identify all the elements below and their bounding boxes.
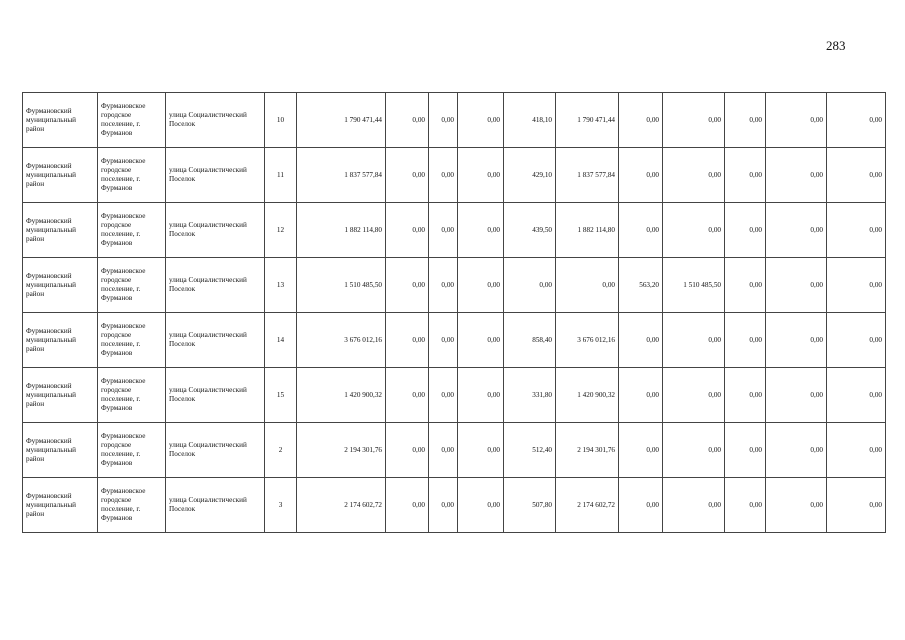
value-cell: 0,00	[725, 93, 766, 148]
value-cell: 0,00	[766, 203, 827, 258]
value-cell: 0,00	[725, 148, 766, 203]
value-cell: 0,00	[827, 478, 886, 533]
table-body	[23, 93, 886, 533]
value-cell: 0,00	[458, 368, 504, 423]
value-cell: 0,00	[619, 368, 663, 423]
value-cell: 0,00	[386, 93, 429, 148]
street-cell: улица Социалистический Поселок	[166, 93, 265, 148]
value-cell: 0,00	[827, 423, 886, 478]
value-cell: 0,00	[766, 478, 827, 533]
value-cell: 0,00	[663, 148, 725, 203]
area-cell: 0,00	[504, 258, 556, 313]
value-cell: 0,00	[725, 313, 766, 368]
value-cell: 0,00	[458, 478, 504, 533]
total-cost-cell: 1 837 577,84	[297, 148, 386, 203]
value-cell: 0,00	[619, 203, 663, 258]
house-number-cell: 3	[265, 478, 297, 533]
sum-cell: 1 837 577,84	[556, 148, 619, 203]
street-cell: улица Социалистический Поселок	[166, 423, 265, 478]
sum-cell: 2 194 301,76	[556, 423, 619, 478]
total-cost-cell: 2 174 602,72	[297, 478, 386, 533]
sum-cell: 1 882 114,80	[556, 203, 619, 258]
district-cell: Фурмановский муниципальный район	[23, 148, 98, 203]
value-cell: 0,00	[386, 203, 429, 258]
value-cell: 1 510 485,50	[663, 258, 725, 313]
value-cell: 0,00	[663, 203, 725, 258]
value-cell: 0,00	[766, 258, 827, 313]
value-cell: 0,00	[386, 258, 429, 313]
value-cell: 563,20	[619, 258, 663, 313]
table-row	[23, 478, 886, 533]
house-number-cell: 2	[265, 423, 297, 478]
area-cell: 858,40	[504, 313, 556, 368]
value-cell: 0,00	[619, 313, 663, 368]
table-row	[23, 93, 886, 148]
value-cell: 0,00	[429, 423, 458, 478]
value-cell: 0,00	[663, 313, 725, 368]
value-cell: 0,00	[663, 478, 725, 533]
value-cell: 0,00	[429, 478, 458, 533]
value-cell: 0,00	[827, 368, 886, 423]
value-cell: 0,00	[766, 313, 827, 368]
area-cell: 439,50	[504, 203, 556, 258]
settlement-cell: Фурмановское городское поселение, г. Фурманов	[98, 313, 166, 368]
street-cell: улица Социалистический Поселок	[166, 203, 265, 258]
page-number: 283	[826, 38, 846, 53]
district-cell: Фурмановский муниципальный район	[23, 313, 98, 368]
value-cell: 0,00	[458, 148, 504, 203]
table-row	[23, 203, 886, 258]
table-row	[23, 423, 886, 478]
house-number-cell: 11	[265, 148, 297, 203]
value-cell: 0,00	[458, 258, 504, 313]
housing-repair-table	[22, 92, 886, 533]
sum-cell: 1 790 471,44	[556, 93, 619, 148]
value-cell: 0,00	[458, 313, 504, 368]
value-cell: 0,00	[386, 478, 429, 533]
district-cell: Фурмановский муниципальный район	[23, 423, 98, 478]
sum-cell: 2 174 602,72	[556, 478, 619, 533]
total-cost-cell: 1 420 900,32	[297, 368, 386, 423]
value-cell: 0,00	[725, 203, 766, 258]
area-cell: 512,40	[504, 423, 556, 478]
value-cell: 0,00	[725, 478, 766, 533]
table-row	[23, 258, 886, 313]
settlement-cell: Фурмановское городское поселение, г. Фурманов	[98, 148, 166, 203]
total-cost-cell: 1 790 471,44	[297, 93, 386, 148]
street-cell: улица Социалистический Поселок	[166, 368, 265, 423]
settlement-cell: Фурмановское городское поселение, г. Фурманов	[98, 258, 166, 313]
house-number-cell: 14	[265, 313, 297, 368]
value-cell: 0,00	[429, 148, 458, 203]
value-cell: 0,00	[429, 368, 458, 423]
value-cell: 0,00	[429, 258, 458, 313]
value-cell: 0,00	[429, 313, 458, 368]
value-cell: 0,00	[725, 368, 766, 423]
house-number-cell: 13	[265, 258, 297, 313]
house-number-cell: 10	[265, 93, 297, 148]
value-cell: 0,00	[619, 423, 663, 478]
value-cell: 0,00	[827, 203, 886, 258]
total-cost-cell: 2 194 301,76	[297, 423, 386, 478]
sum-cell: 0,00	[556, 258, 619, 313]
district-cell: Фурмановский муниципальный район	[23, 93, 98, 148]
street-cell: улица Социалистический Поселок	[166, 258, 265, 313]
street-cell: улица Социалистический Поселок	[166, 148, 265, 203]
value-cell: 0,00	[386, 313, 429, 368]
value-cell: 0,00	[429, 93, 458, 148]
value-cell: 0,00	[766, 148, 827, 203]
value-cell: 0,00	[827, 93, 886, 148]
area-cell: 418,10	[504, 93, 556, 148]
settlement-cell: Фурмановское городское поселение, г. Фурманов	[98, 203, 166, 258]
value-cell: 0,00	[663, 423, 725, 478]
value-cell: 0,00	[827, 313, 886, 368]
value-cell: 0,00	[766, 423, 827, 478]
sum-cell: 3 676 012,16	[556, 313, 619, 368]
area-cell: 507,80	[504, 478, 556, 533]
district-cell: Фурмановский муниципальный район	[23, 203, 98, 258]
district-cell: Фурмановский муниципальный район	[23, 478, 98, 533]
settlement-cell: Фурмановское городское поселение, г. Фурманов	[98, 478, 166, 533]
value-cell: 0,00	[429, 203, 458, 258]
area-cell: 429,10	[504, 148, 556, 203]
district-cell: Фурмановский муниципальный район	[23, 368, 98, 423]
value-cell: 0,00	[827, 148, 886, 203]
value-cell: 0,00	[663, 93, 725, 148]
value-cell: 0,00	[725, 423, 766, 478]
value-cell: 0,00	[766, 368, 827, 423]
value-cell: 0,00	[386, 368, 429, 423]
table-row	[23, 148, 886, 203]
value-cell: 0,00	[827, 258, 886, 313]
street-cell: улица Социалистический Поселок	[166, 478, 265, 533]
settlement-cell: Фурмановское городское поселение, г. Фурманов	[98, 423, 166, 478]
house-number-cell: 15	[265, 368, 297, 423]
total-cost-cell: 3 676 012,16	[297, 313, 386, 368]
value-cell: 0,00	[619, 93, 663, 148]
street-cell: улица Социалистический Поселок	[166, 313, 265, 368]
value-cell: 0,00	[663, 368, 725, 423]
table-row	[23, 368, 886, 423]
value-cell: 0,00	[725, 258, 766, 313]
value-cell: 0,00	[619, 478, 663, 533]
total-cost-cell: 1 510 485,50	[297, 258, 386, 313]
district-cell: Фурмановский муниципальный район	[23, 258, 98, 313]
value-cell: 0,00	[458, 203, 504, 258]
settlement-cell: Фурмановское городское поселение, г. Фурманов	[98, 93, 166, 148]
table-row	[23, 313, 886, 368]
area-cell: 331,80	[504, 368, 556, 423]
settlement-cell: Фурмановское городское поселение, г. Фурманов	[98, 368, 166, 423]
value-cell: 0,00	[458, 93, 504, 148]
value-cell: 0,00	[386, 423, 429, 478]
value-cell: 0,00	[619, 148, 663, 203]
value-cell: 0,00	[766, 93, 827, 148]
house-number-cell: 12	[265, 203, 297, 258]
sum-cell: 1 420 900,32	[556, 368, 619, 423]
total-cost-cell: 1 882 114,80	[297, 203, 386, 258]
value-cell: 0,00	[458, 423, 504, 478]
value-cell: 0,00	[386, 148, 429, 203]
